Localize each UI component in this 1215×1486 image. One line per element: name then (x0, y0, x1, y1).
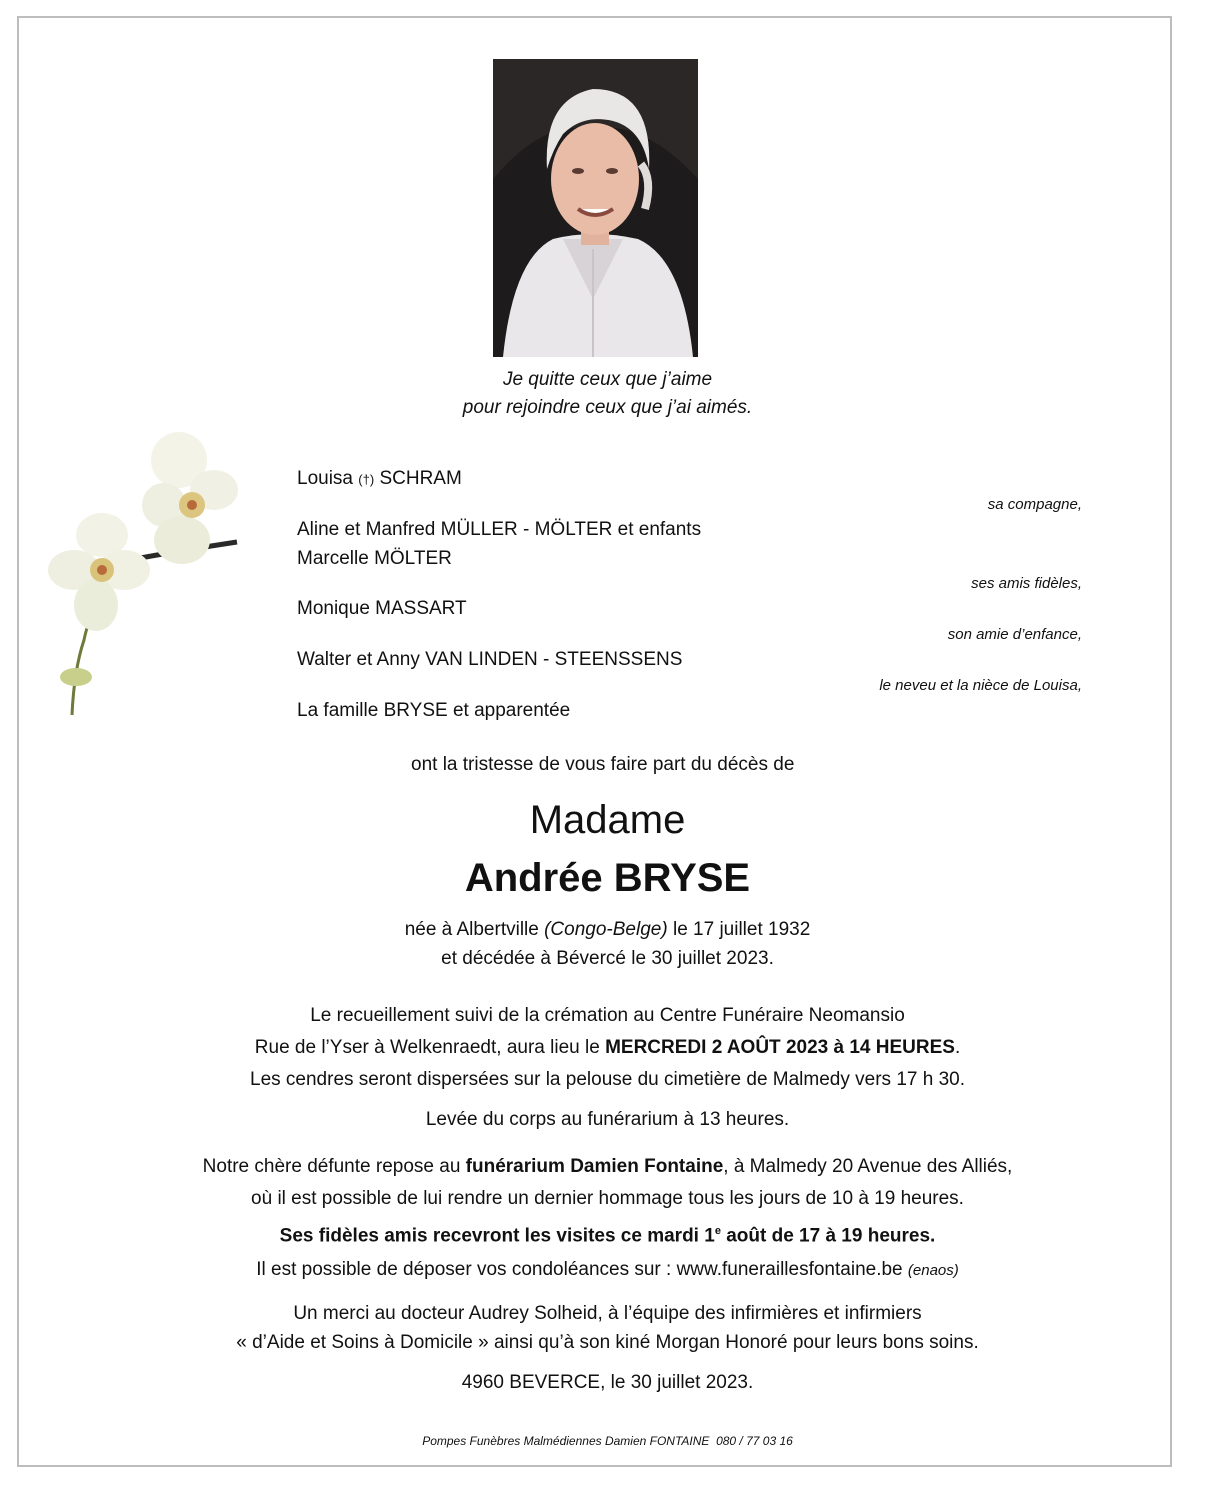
portrait-photo (493, 59, 698, 357)
relation-neveu-niece: le neveu et la nièce de Louisa, (879, 677, 1082, 694)
levee-info: Levée du corps au funérarium à 13 heures. (425, 1109, 790, 1130)
condoleances-tag: (enaos) (907, 1262, 959, 1279)
family-monique: Monique MASSART (297, 598, 467, 619)
announcement-line: ont la tristesse de vous faire part du décès de (411, 754, 795, 775)
repose-line-3 (0, 1215, 1215, 1252)
ceremony-line-3: Les cendres seront dispersées sur la pelouse du cimetière de Malmedy vers 17 h 30. (250, 1069, 965, 1090)
deceased-title: Madame (529, 798, 686, 842)
orchid-illustration (44, 430, 240, 718)
ceremony-location: Rue de l’Yser à Welkenraedt, aura lieu le (254, 1037, 606, 1058)
ceremony-period: . (954, 1037, 961, 1058)
thanks-line-1: Un merci au docteur Audrey Solheid, à l’équipe des infirmières et infirmiers (293, 1303, 922, 1324)
condoleances-info (0, 1259, 1215, 1281)
quote-line-1: Je quitte ceux que j’aime (502, 369, 713, 390)
visits-intro: Ses fidèles amis recevront les visites ce mardi 1 (279, 1225, 715, 1247)
ceremony-info (0, 1000, 1215, 1096)
family-walter: Walter et Anny VAN LINDEN - STEENSSENS (297, 649, 683, 670)
birth-line (0, 915, 1215, 944)
birth-date: le 17 juillet 1932 (667, 919, 811, 940)
ceremony-datetime: MERCREDI 2 AOÛT 2023 à 14 HEURES (605, 1037, 955, 1058)
family-louisa (297, 468, 462, 490)
family-bryse: La famille BRYSE et apparentée (297, 700, 571, 721)
quote-line-2: pour rejoindre ceux que j’ai aimés. (462, 397, 753, 418)
orchid-flower-lower (48, 513, 150, 631)
death-line: et décédée à Bévercé le 30 juillet 2023. (441, 948, 774, 969)
birth-country: (Congo-Belge) (544, 919, 668, 940)
family-marcelle: Marcelle MÖLTER (297, 548, 452, 569)
louisa-last-name: SCHRAM (379, 468, 462, 489)
repose-line-1 (0, 1151, 1215, 1183)
thanks-line-2: « d’Aide et Soins à Domicile » ainsi qu’à son kiné Morgan Honoré pour leurs bons soins. (236, 1332, 979, 1353)
ceremony-line-1: Le recueillement suivi de la crémation au Centre Funéraire Neomansio (310, 1005, 905, 1026)
thanks-info (0, 1299, 1215, 1357)
deceased-name: Andrée BRYSE (464, 856, 751, 900)
birth-place: née à Albertville (404, 919, 545, 940)
deceased-cross-mark: (†) (358, 472, 375, 487)
funerarium-name: funérarium Damien Fontaine (465, 1156, 724, 1177)
relation-amis-fideles: ses amis fidèles, (971, 575, 1082, 592)
repose-intro: Notre chère défunte repose au (202, 1156, 466, 1177)
condoleances-text: Il est possible de déposer vos condoléances sur : www.funeraillesfontaine.be (256, 1259, 908, 1280)
repose-info (0, 1151, 1215, 1252)
ceremony-line-2 (0, 1032, 1215, 1064)
birth-death-info (0, 915, 1215, 973)
louisa-first-name: Louisa (297, 468, 353, 489)
place-date: 4960 BEVERCE, le 30 juillet 2023. (461, 1372, 754, 1393)
visits-hours: août de 17 à 19 heures. (720, 1225, 936, 1247)
portrait-illustration (493, 59, 698, 357)
memorial-quote (0, 366, 1215, 422)
relation-amie-enfance: son amie d’enfance, (947, 626, 1082, 643)
funerarium-address: , à Malmedy 20 Avenue des Alliés, (723, 1156, 1013, 1177)
ordinal-suffix: e (714, 1225, 721, 1237)
relation-compagne: sa compagne, (987, 496, 1082, 513)
family-muller: Aline et Manfred MÜLLER - MÖLTER et enfants (297, 519, 702, 540)
repose-line-2: où il est possible de lui rendre un dernier hommage tous les jours de 10 à 19 heures. (251, 1188, 964, 1209)
footer-funeral-home: Pompes Funèbres Malmédiennes Damien FONTAINE 080 / 77 03 16 (422, 1434, 793, 1448)
